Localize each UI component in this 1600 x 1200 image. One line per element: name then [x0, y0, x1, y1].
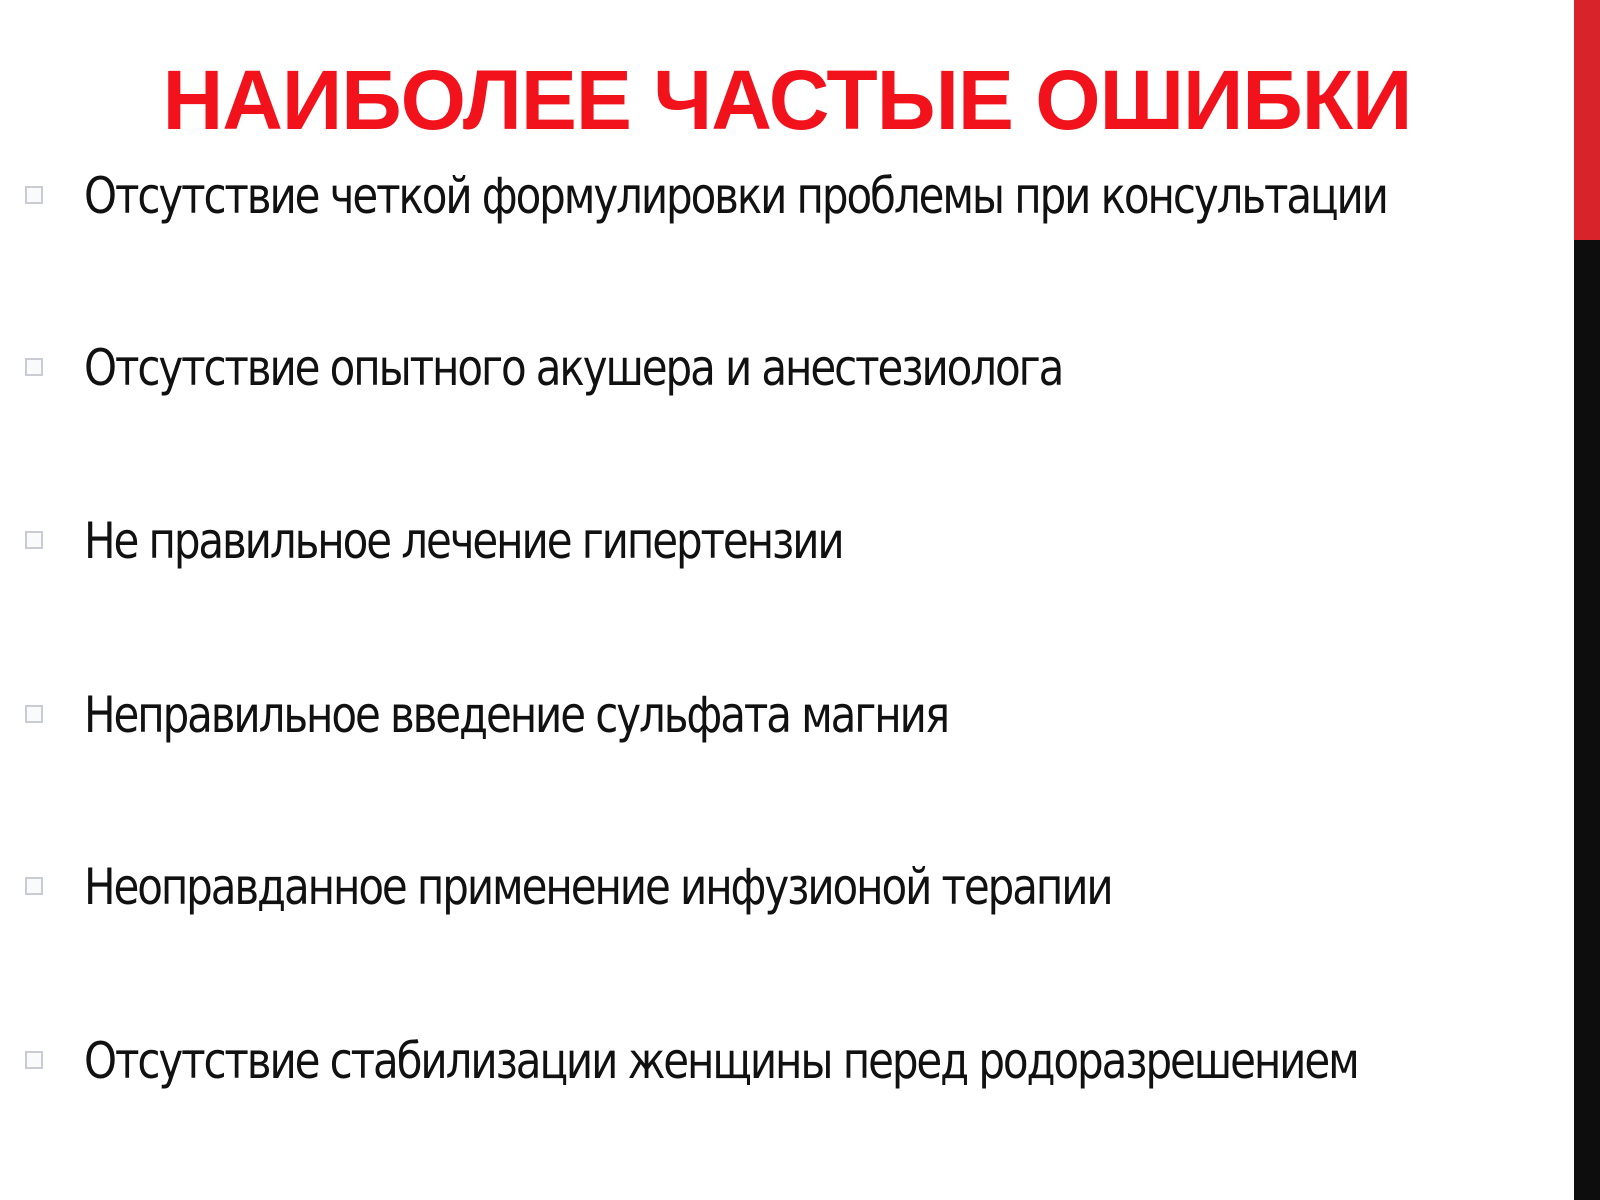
square-bullet-icon: [25, 531, 43, 549]
bullet-item: [0, 509, 1560, 579]
bullet-item: [0, 855, 1560, 925]
bullet-item: [0, 1029, 1560, 1099]
bullet-text: Неправильное введение сульфата магния: [84, 686, 949, 744]
square-bullet-icon: [25, 358, 43, 376]
right-edge-strip: [1574, 0, 1600, 1200]
slide-title: НАИБОЛЕЕ ЧАСТЫЕ ОШИБКИ: [162, 53, 1412, 147]
bullet-item: [0, 164, 1560, 234]
bullet-item: [0, 336, 1560, 406]
bullet-item: [0, 683, 1560, 753]
bullet-text: Отсутствие четкой формулировки проблемы при консультации: [84, 167, 1387, 225]
square-bullet-icon: [25, 186, 43, 204]
square-bullet-icon: [25, 877, 43, 895]
bullet-text: Отсутствие опытного акушера и анестезиолога: [84, 339, 1063, 397]
square-bullet-icon: [25, 1051, 43, 1069]
square-bullet-icon: [25, 705, 43, 723]
bullet-text: Не правильное лечение гипертензии: [84, 512, 843, 570]
bullet-text: Неоправданное применение инфузионой терапии: [84, 858, 1112, 916]
right-edge-accent: [1574, 0, 1600, 240]
bullet-text: Отсутствие стабилизации женщины перед родоразрешением: [84, 1032, 1358, 1090]
